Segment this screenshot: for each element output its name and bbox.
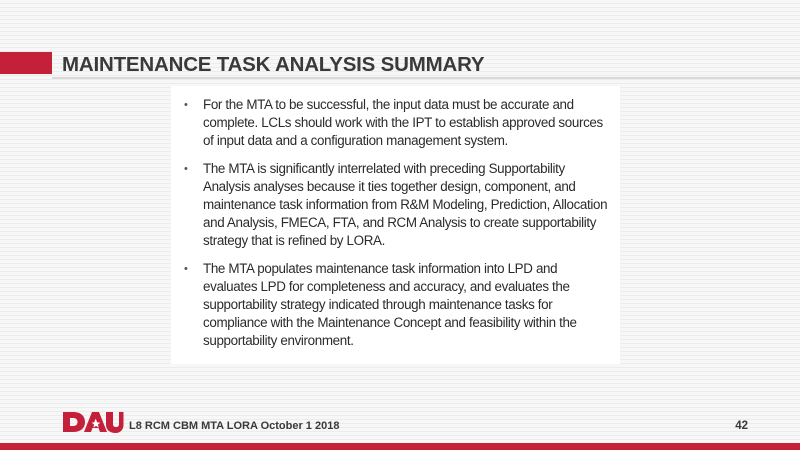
dau-logo-graphic [62,410,124,434]
bullet-marker: • [184,99,188,111]
bullet-item [183,260,612,350]
bullet-marker: • [184,263,188,275]
bullet-text: For the MTA to be successful, the input data must be accurate and complete. LCLs should work with the IPT to establish approved sources of input data and a configuration management system. [203,97,603,148]
title-divider [52,77,800,79]
bullet-text: The MTA populates maintenance task information into LPD and evaluates LPD for completeness and accuracy, and evaluates the supportability strategy indicated through maintenance tasks for compliance with the Maintenance Concept and feasibility within the supportability environment. [203,261,577,348]
footer-text: L8 RCM CBM MTA LORA October 1 2018 [129,420,340,432]
logo-letter-u [106,412,124,433]
logo-letter-d [63,412,85,432]
title-accent-bar [0,52,52,74]
bullet-text: The MTA is significantly interrelated with preceding Supportability Analysis analyses because it ties together design, component, and maintenance task information from R&M Modeling, Prediction, Allocation and Analysis, FMECA, FTA, and RCM Analysis to create supportability strategy that is refined by LORA. [203,161,608,248]
dau-logo-icon [62,410,124,434]
bullet-item [183,160,612,250]
bullet-marker: • [184,163,188,175]
content-box [171,86,620,364]
bullet-list [183,96,612,350]
bullet-item [183,96,612,150]
bottom-accent-bar [0,443,800,450]
slide-title: MAINTENANCE TASK ANALYSIS SUMMARY [62,53,485,76]
page-number: 42 [735,420,748,432]
